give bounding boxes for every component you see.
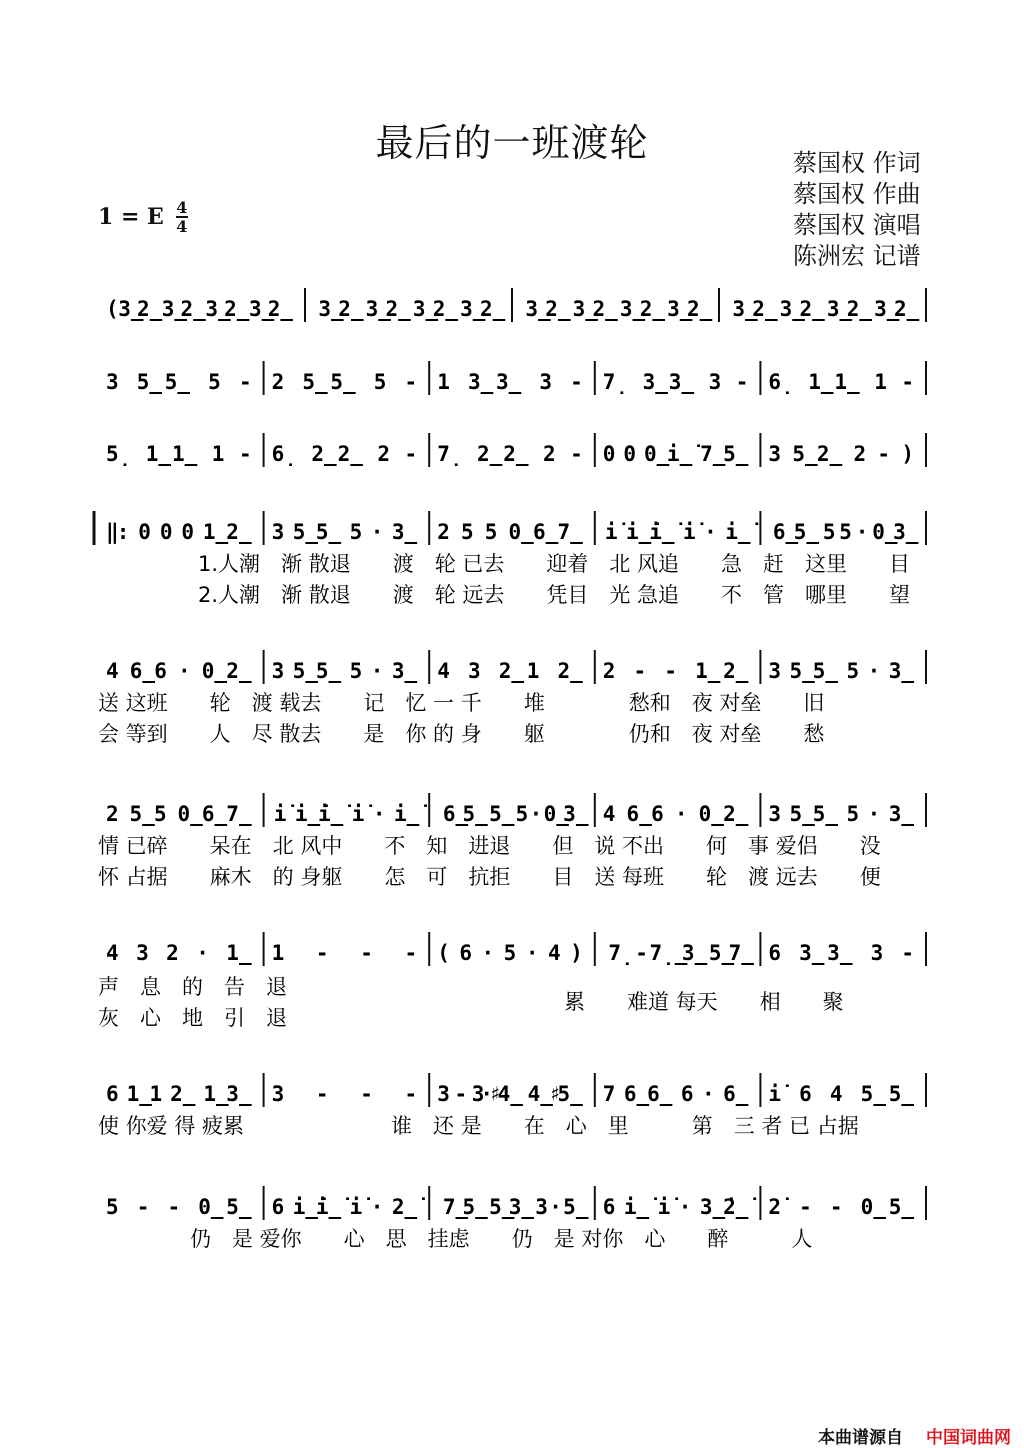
measure-notes: 6̣ 2̲2̲ 2 -	[271, 442, 418, 466]
measure-notes: i̇ 6 4 5̲5̲	[768, 1082, 914, 1106]
measure-notes: 6̲5̲ 5̲ 5 · 0̲3̲	[442, 802, 589, 826]
measure-notes: 2 5 5 0̲6̲7̲	[437, 520, 583, 544]
lyric-line: 仍 是 爱你 心 思 挂虑 仍 是 对你 心 醉 人	[190, 1227, 813, 1251]
measure-notes: 7̣ - 7̣̲3̲ 5̲7̲	[608, 941, 754, 965]
composer-credit: 蔡国权 作曲	[793, 180, 921, 208]
measure-notes: 0 0 0̲i̲̇ 7̲5̲	[602, 442, 749, 466]
measure-notes: 2̇ - - 0̲5̲	[768, 1195, 914, 1219]
lyric-line: 灰 心 地 引 退	[98, 1006, 287, 1030]
measure-notes: 3 - 3·♯4̲ 4̲♯5̲	[437, 1082, 583, 1106]
time-sig-bottom: 4	[176, 217, 188, 236]
singer-credit: 蔡国权 演唱	[793, 211, 921, 239]
measure-notes: 6 1̲1 2̲ 1̲3̲	[106, 1082, 252, 1106]
measure-notes: 6̣ 1̲1̲ 1 -	[768, 370, 914, 394]
measure-notes: 6̲5̲ 5 5 · 0̲3̲	[772, 520, 919, 544]
measure-notes: 3 5̲5̲ 5 · 3̲	[768, 659, 914, 683]
site-name-link[interactable]: 中国词曲网	[926, 1428, 1011, 1448]
measure-notes: 7 6̲6̲ 6 · 6̲	[602, 1082, 749, 1106]
lyric-line: 送 这班 轮 渡 载去 记 忆 一 千 堆 愁和 夜 对垒 旧	[98, 691, 825, 715]
measure-notes: ( 6 · 5 · 4 )	[437, 941, 583, 965]
key-label: 1 = E	[98, 204, 164, 230]
transcriber-credit: 陈洲宏 记谱	[793, 242, 921, 270]
song-title: 最后的一班渡轮	[375, 121, 649, 165]
lyricist-credit: 蔡国权 作词	[793, 149, 921, 177]
lyric-line: 2.人潮 渐 散退 渡 轮 远去 凭目 光 急追 不 管 哪里 望	[198, 583, 911, 607]
lyric-line: 怀 占据 麻木 的 身躯 怎 可 抗拒 目 送 每班 轮 渡 远去 便	[98, 865, 881, 889]
measure-notes: 1 3̲3̲ 3 -	[437, 370, 583, 394]
measure-notes: ‖: 0 0 0 1̲2̲	[106, 520, 252, 544]
measure-notes: 3̲2̲ 3̲2̲ 3̲2̲ 3̲2̲	[732, 297, 920, 321]
measure-notes: 3 5̲5̲ 5 · 3̲	[271, 520, 418, 544]
measure-notes: 3 5̲5̲ 5 · 3̲	[768, 802, 914, 826]
measure-notes: 6 i̲̇i̲̇ i̇ · 2̲̇	[271, 1195, 418, 1219]
measure-notes: 1 - - -	[271, 941, 418, 965]
measure-notes: 4 3 2 · 1̲	[106, 941, 252, 965]
measure-notes: ( 3̲2̲ 3̲2̲ 3̲2̲ 3̲2̲	[106, 297, 293, 321]
lyric-line: 情 已碎 呆在 北 风中 不 知 进退 但 说 不出 何 事 爱侣 没	[98, 834, 881, 858]
measure-notes: 4 6̲6 · 0̲2̲	[106, 659, 252, 683]
measure-notes: 3 - - -	[271, 1082, 418, 1106]
lyric-line: 累 难道 每天 相 聚	[564, 990, 844, 1014]
measure-notes: 3̲2̲ 3̲2̲ 3̲2̲ 3̲2̲	[318, 297, 506, 321]
lyric-line: 使 你爱 得 疲累 谁 还 是 在 心 里 第 三 者 已 占据	[98, 1114, 859, 1138]
lyric-line: 声 息 的 告 退	[98, 975, 287, 999]
measure-notes: i̇ i̲̇i̲̇ i̇ · i̲̇	[604, 520, 751, 544]
measure-notes: 2 - - 1̲2̲	[602, 659, 749, 683]
measure-notes: 5̣ 1̲1̲ 1 -	[106, 442, 252, 466]
time-sig-top: 4	[176, 198, 188, 217]
measure-notes: 7̣ 3̲3̲ 3 -	[602, 370, 749, 394]
source-label: 本曲谱源自	[818, 1428, 903, 1448]
lyric-line: 会 等到 人 尽 散去 是 你 的 身 躯 仍和 夜 对垒 愁	[98, 722, 825, 746]
measure-notes: i̇ i̲̇i̲̇ i̇ · i̲̇	[273, 802, 420, 826]
measure-notes: 2 5̲5̲ 5 -	[271, 370, 418, 394]
measure-notes: 3 5̲5̲ 5 -	[106, 370, 252, 394]
measure-notes: 7̣ 2̲2̲ 2 -	[437, 442, 583, 466]
measure-notes: 5 - - 0̲5̲	[106, 1195, 252, 1219]
measure-notes: 3 5̲5̲ 5 · 3̲	[271, 659, 418, 683]
measure-notes: 6 3̲3̲ 3 -	[768, 941, 914, 965]
measure-notes: 3 5̲2̲ 2 - )	[768, 442, 914, 466]
lyric-line: 1.人潮 渐 散退 渡 轮 已去 迎着 北 风追 急 赶 这里 目	[198, 552, 911, 576]
measure-notes: 6 i̲̇ i̇ · 3̲̇2̲̇	[602, 1195, 749, 1219]
measure-notes: 2 5̲5 0̲6̲7̲	[106, 802, 252, 826]
measure-notes: 4 3 2̲1 2̲	[437, 659, 583, 683]
measure-notes: 4 6̲6 · 0̲2̲	[602, 802, 749, 826]
measure-notes: 7̲5̲ 5̲3̲ 3 · 5̲	[442, 1195, 589, 1219]
measure-notes: 3̲2̲ 3̲2̲ 3̲2̲ 3̲2̲	[525, 297, 713, 321]
